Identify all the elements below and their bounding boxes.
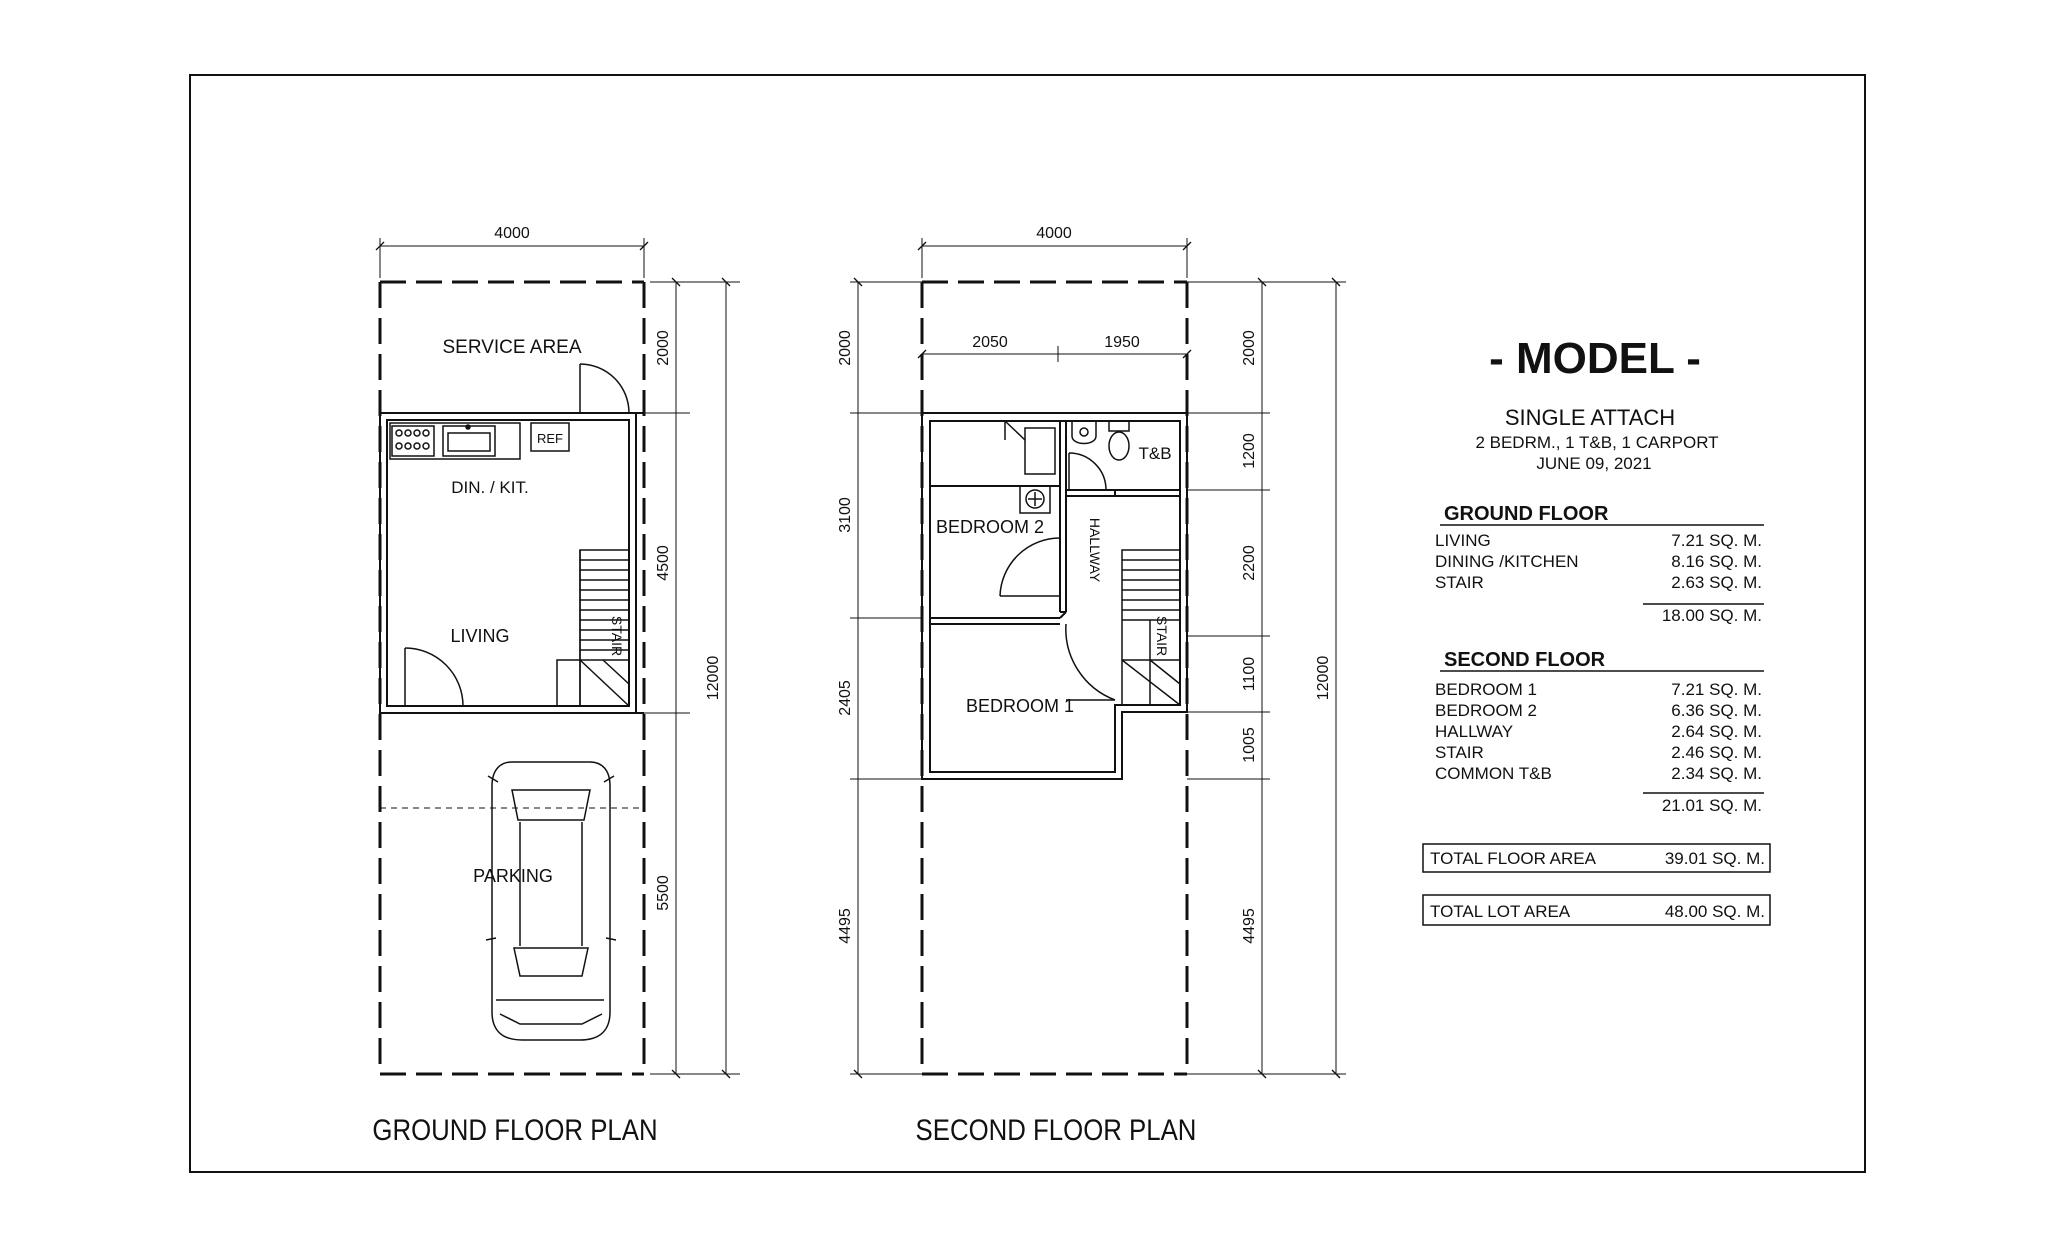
- ground-row-area: 8.16 SQ. M.: [1671, 552, 1762, 571]
- total-floor-label: TOTAL FLOOR AREA: [1430, 849, 1596, 868]
- second-dim-left-bottom: 4495: [837, 908, 854, 944]
- ground-schedule-rows: [1435, 531, 1762, 592]
- ground-row-area: 7.21 SQ. M.: [1671, 531, 1762, 550]
- ground-row-name: LIVING: [1435, 531, 1491, 550]
- ground-floor-plan-title: GROUND FLOOR PLAN: [372, 1113, 658, 1147]
- ground-row-area: 2.63 SQ. M.: [1671, 573, 1762, 592]
- service-door: [580, 364, 629, 413]
- ground-dim-overall: 12000: [705, 655, 722, 701]
- ref-label: REF: [537, 431, 563, 446]
- living-label: LIVING: [450, 626, 510, 646]
- second-dim-left-width: 2050: [972, 334, 1008, 351]
- second-row-name: STAIR: [1435, 743, 1484, 762]
- bed1-label: BEDROOM 1: [965, 696, 1075, 716]
- second-dim-overall: 12000: [1315, 655, 1332, 701]
- living-door: [405, 648, 463, 706]
- second-row-area: 2.46 SQ. M.: [1671, 743, 1762, 762]
- model-schedule: [1423, 334, 1770, 925]
- second-row-name: BEDROOM 2: [1435, 701, 1538, 720]
- second-floor-plan-title: SECOND FLOOR PLAN: [915, 1113, 1197, 1147]
- second-lot-outline: [922, 282, 1187, 1074]
- second-dim-width: 4000: [1036, 225, 1072, 242]
- car-icon: [486, 762, 616, 1040]
- total-lot-label: TOTAL LOT AREA: [1430, 902, 1571, 921]
- second-dim-right-tb: 1200: [1241, 433, 1258, 469]
- ground-floor-plan: [372, 225, 740, 1146]
- parking-label: PARKING: [473, 866, 553, 886]
- model-type: SINGLE ATTACH: [1504, 405, 1676, 430]
- hallway-label: HALLWAY: [1087, 517, 1103, 583]
- second-schedule-heading: SECOND FLOOR: [1444, 649, 1606, 671]
- tb-label: T&B: [1138, 444, 1172, 463]
- second-dimensions: [850, 238, 1346, 1074]
- second-dim-right-top: 2000: [1241, 330, 1258, 366]
- model-date: JUNE 09, 2021: [1536, 454, 1652, 473]
- ground-subtotal: 18.00 SQ. M.: [1661, 606, 1762, 625]
- ground-lot-outline: [380, 282, 644, 1074]
- second-row-area: 6.36 SQ. M.: [1671, 701, 1762, 720]
- second-dim-right-hall: 2200: [1241, 545, 1258, 581]
- ground-dim-service: 2000: [655, 330, 672, 366]
- ground-dim-parking: 5500: [655, 875, 672, 911]
- second-dim-right-landing: 1005: [1241, 727, 1258, 763]
- ground-stair-label: STAIR: [609, 615, 625, 657]
- second-stair-label: STAIR: [1154, 615, 1170, 657]
- bed2-label: BEDROOM 2: [935, 517, 1045, 537]
- second-row-area: 2.34 SQ. M.: [1671, 764, 1762, 783]
- second-dim-left-bed1: 2405: [837, 680, 854, 716]
- second-row-area: 2.64 SQ. M.: [1671, 722, 1762, 741]
- service-area-label: SERVICE AREA: [442, 337, 582, 358]
- ground-dim-main: 4500: [655, 545, 672, 581]
- second-floor-plan: [837, 225, 1346, 1146]
- second-subtotal: 21.01 SQ. M.: [1661, 796, 1762, 815]
- bed2-fixtures: [1005, 421, 1055, 513]
- second-dim-left-top: 2000: [837, 330, 854, 366]
- total-floor-value: 39.01 SQ. M.: [1664, 849, 1765, 868]
- tb-fixtures: [1069, 421, 1129, 490]
- total-lot-value: 48.00 SQ. M.: [1664, 902, 1765, 921]
- second-dim-right-bottom: 4495: [1241, 908, 1258, 944]
- dinkit-label: DIN. / KIT.: [451, 478, 529, 497]
- model-desc: 2 BEDRM., 1 T&B, 1 CARPORT: [1475, 433, 1719, 452]
- ground-schedule-heading: GROUND FLOOR: [1444, 503, 1609, 525]
- ground-row-name: DINING /KITCHEN: [1435, 552, 1579, 571]
- second-row-name: HALLWAY: [1435, 722, 1514, 741]
- second-row-area: 7.21 SQ. M.: [1671, 680, 1762, 699]
- model-heading: - MODEL -: [1489, 334, 1701, 383]
- ground-row-name: STAIR: [1435, 573, 1484, 592]
- second-schedule-rows: [1435, 680, 1762, 783]
- ground-dim-width: 4000: [494, 225, 530, 242]
- second-stair: [1122, 550, 1180, 705]
- second-dim-right-stair: 1100: [1241, 656, 1258, 692]
- second-row-name: BEDROOM 1: [1435, 680, 1538, 699]
- second-dim-left-bed2: 3100: [837, 497, 854, 533]
- second-row-name: COMMON T&B: [1435, 764, 1552, 783]
- second-dim-right-width: 1950: [1104, 334, 1140, 351]
